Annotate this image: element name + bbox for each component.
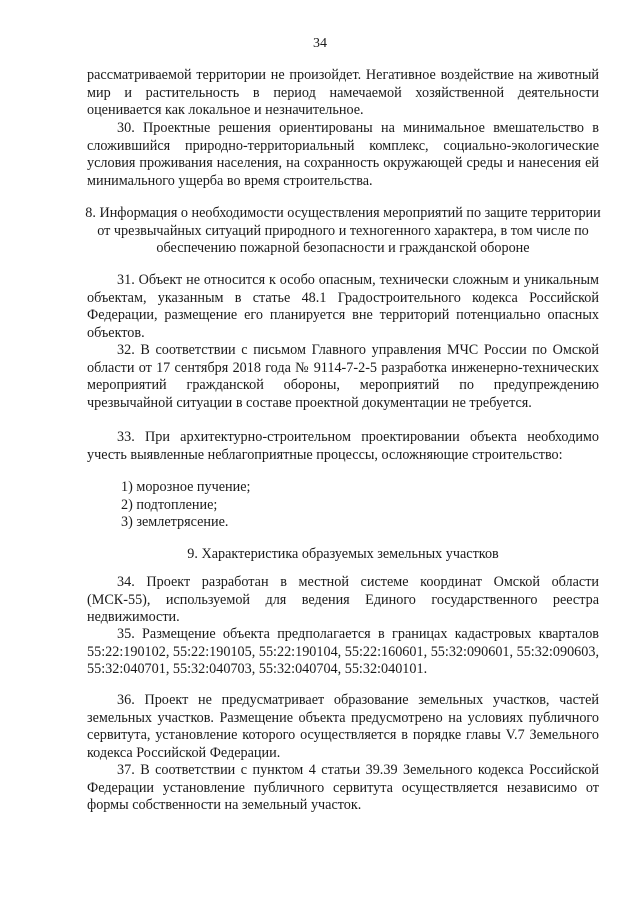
section-9-heading: 9. Характеристика образуемых земельных участков bbox=[187, 546, 499, 562]
list-item: 3) землетрясение. bbox=[121, 514, 229, 530]
paragraph-34: 34. Проект разработан в местной системе координат Омской области (МСК-55), используемой для ведения Единого государственного реестра недвижимости. bbox=[87, 574, 599, 626]
page-number: 34 bbox=[313, 36, 327, 51]
list-item: 1) морозное пучение; bbox=[121, 479, 251, 495]
paragraph-35: 35. Размещение объекта предполагается в границах кадастровых кварталов 55:22:190102, 55:22:190105, 55:22:190104, 55:22:160601, 55:32:090601, 55:32:090603, 55:32:040701, 55:32:040703, 55:32:040704, 55:32:040101. bbox=[87, 626, 599, 678]
paragraph-30: 30. Проектные решения ориентированы на минимальное вмешательство в сложившийся природно-территориальный комплекс, социально-экологические условия проживания населения, на сохранность окружающей среды и нанесения ей минимального ущерба во время строительства. bbox=[87, 120, 599, 189]
list-item: 2) подтопление; bbox=[121, 497, 218, 513]
paragraph-33: 33. При архитектурно-строительном проектировании объекта необходимо учесть выявленные неблагоприятные процессы, осложняющие строительство: bbox=[87, 429, 599, 463]
paragraph-36: 36. Проект не предусматривает образование земельных участков, частей земельных участков. Размещение объекта предусмотрено на условиях публичного сервитута, установление которого осуществляется в порядке главы V.7 Земельного кодекса Российской Федерации. bbox=[87, 692, 599, 761]
section-8-heading: 8. Информация о необходимости осуществления мероприятий по защите территории от чрезвычайных ситуаций природного и техногенного характера, в том числе по обеспечению пожарной безопасности и гражданской обороне bbox=[85, 205, 601, 257]
paragraph-32: 32. В соответствии с письмом Главного управления МЧС России по Омской области от 17 сентября 2018 года № 9114-7-2-5 разработка инженерно-технических мероприятий гражданской обороны, мероприятий по предупреждению чрезвычайной ситуации в составе проектной документации не требуется. bbox=[87, 342, 599, 411]
paragraph-31: 31. Объект не относится к особо опасным, технически сложным и уникальным объектам, указанным в статье 48.1 Градостроительного кодекса Российской Федерации, размещение его планируется вне территорий потенциально опасных объектов. bbox=[87, 272, 599, 341]
paragraph-37: 37. В соответствии с пунктом 4 статьи 39.39 Земельного кодекса Российской Федерации установление публичного сервитута осуществляется независимо от формы собственности на земельный участок. bbox=[87, 762, 599, 814]
paragraph-continuation: рассматриваемой территории не произойдет. Негативное воздействие на животный мир и растительность в период намечаемой хозяйственной деятельности оценивается как локальное и незначительное. bbox=[87, 67, 599, 119]
